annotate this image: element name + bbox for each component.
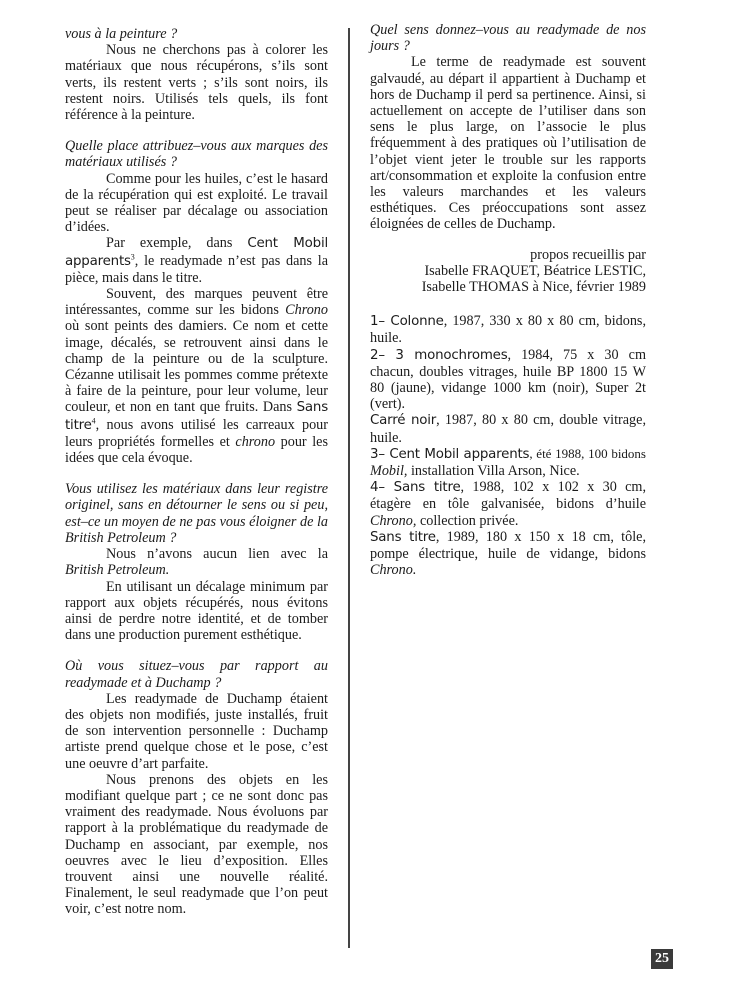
left-column	[65, 26, 328, 918]
footnote-ref: 4	[91, 415, 96, 425]
answer-paragraph: En utilisant un décalage minimum par rapport aux objets récupérés, nous évitons ainsi de perdre notre identité, et de tomber dans une production purement esthétique.	[65, 578, 328, 644]
footnote-item: 4– Sans titre, 1988, 102 x 102 x 30 cm, étagère en tôle galvanisée, bidons d’huile Chrono, collection privée.	[370, 479, 647, 529]
answer-paragraph: Nous ne cherchons pas à colorer les matériaux que nous récupérons, s’ils sont verts, ils restent verts ; s’ils sont noirs, ils restent noirs. Utilisés tels quels, ils font référence à la peinture.	[65, 42, 328, 124]
column-divider	[348, 28, 350, 948]
question-text: vous à la peinture ?	[65, 26, 178, 42]
question-text: Quel sens donnez–vous au readymade de nos jours ?	[370, 22, 646, 55]
footnote-item: 2– 3 monochromes, 1984, 75 x 30 cm chacun, doubles vitrages, huile BP 1800 15 W 80 (jaune), vidange 1000 km (noir), Super 2t (vert).	[370, 346, 646, 413]
artwork-title: Sans titre	[65, 400, 328, 433]
answer-paragraph: Nous prenons des objets en les modifiant quelque part ; ce ne sont donc pas vraiment des readymade. Nous évoluons par rapport à la problématique du readymade de Duchamp en associant, par exemple, nos oeuvres avec le lieu d’exposition. Elles trouvent ainsi une nouvelle réalité. Finalement, le seul readymade que l’on peut voir, c’est notre nom.	[65, 771, 328, 918]
answer-paragraph: Les readymade de Duchamp étaient des objets non modifiés, juste installés, fruit de son intervention personnelle : Duchamp artiste prend quelque chose et le pose, c’est une oeuvre d’art parfaite.	[65, 690, 328, 772]
page-number: 25	[651, 949, 673, 969]
footnotes	[370, 313, 646, 578]
footnote-item: Carré noir, 1987, 80 x 80 cm, double vitrage, huile.	[370, 412, 646, 446]
interview-credit: propos recueillis par Isabelle FRAQUET, Béatrice LESTIC, Isabelle THOMAS à Nice, février 1989	[421, 246, 646, 296]
footnote-item: 3– Cent Mobil apparents, été 1988, 100 bidons Mobil, installation Villa Arson, Nice.	[370, 445, 646, 480]
question-text: Où vous situez–vous par rapport au readymade et à Duchamp ?	[65, 658, 328, 691]
question-text: Quelle place attribuez–vous aux marques des matériaux utilisés ?	[65, 138, 328, 171]
footnote-ref: 3	[130, 251, 135, 261]
answer-paragraph: Par exemple, dans Cent Mobil apparents$^3$, le readymade n’est pas dans la pièce, mais dans le titre.	[65, 235, 328, 286]
answer-paragraph: Comme pour les huiles, c’est le hasard de la récupération qui est exploité. Le travail peut se réaliser par décalage ou association d’idées.	[65, 170, 328, 236]
question-text: Vous utilisez les matériaux dans leur registre originel, sans en détourner le sens ou si peu, est–ce un moyen de ne pas vous éloigner de la British Petroleum ?	[65, 481, 328, 546]
answer-paragraph: Souvent, des marques peuvent être intéressantes, comme sur les bidons Chrono où sont peints des damiers. Ce nom et cette image, décalés, se retrouvent ainsi dans le champ de la peinture ou de la sculpture. Cézanne utilisait les pommes comme prétexte à faire de la peinture, pour leur volume, leur couleur, et non en tant que fruits. Dans Sans titre$^4$, nous avons utilisé les carreaux pour leurs propriétés formelles et chrono pour les idées que cela évoque.	[65, 286, 328, 467]
artwork-title: Cent Mobil apparents	[65, 236, 328, 269]
answer-paragraph: Nous n’avons aucun lien avec la British Petroleum.	[65, 546, 328, 579]
footnote-item: 1– Colonne, 1987, 330 x 80 x 80 cm, bidons, huile.	[370, 313, 647, 347]
right-column	[370, 22, 646, 579]
footnote-item: Sans titre, 1989, 180 x 150 x 18 cm, tôle, pompe électrique, huile de vidange, bidons Chrono.	[370, 528, 646, 579]
answer-paragraph: Le terme de readymade est souvent galvaudé, au départ il appartient à Duchamp et hors de Duchamp il perd sa pertinence. Ainsi, si actuellement on accepte de l’utiliser dans son sens le plus large, on l’associe le plus fréquemment à des pratiques où l’utilisation de l’objet vient jeter le trouble sur les rapports art/consommation et exploite la confusion entre les valeurs marchandes et les valeurs esthétiques. Ces préoccupations sont assez éloignées de celles de Duchamp.	[370, 54, 646, 233]
